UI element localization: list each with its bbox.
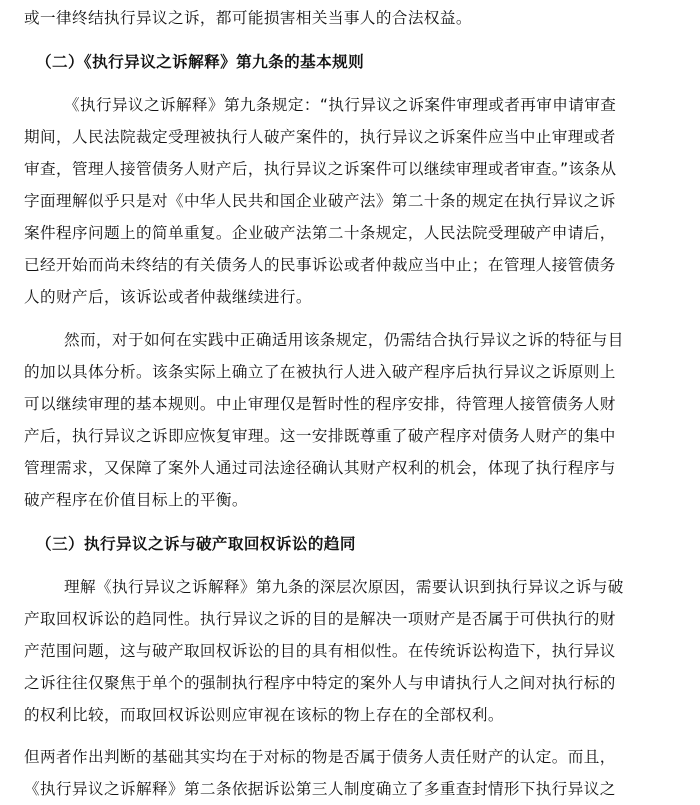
text-line: 的加以具体分析。该条实际上确立了在被执行人进入破产程序后执行异议之诉原则上 <box>24 363 616 381</box>
text-line: 人的财产后，该诉讼或者仲裁继续进行。 <box>24 288 312 306</box>
text-line: 然而，对于如何在实践中正确适用该条规定，仍需结合执行异议之诉的特征与目 <box>64 331 624 349</box>
text-line: 产后，执行异议之诉即应恢复审理。这一安排既尊重了破产程序对债务人财产的集中 <box>24 427 616 445</box>
text-line: 期间，人民法院裁定受理被执行人破产案件的，执行异议之诉案件应当中止审理或者 <box>24 128 616 146</box>
text-line: 破产程序在价值目标上的平衡。 <box>24 491 248 509</box>
text-line: 产范围问题，这与破产取回权诉讼的目的具有相似性。在传统诉讼构造下，执行异议 <box>24 642 616 660</box>
text-line: 案件程序问题上的简单重复。企业破产法第二十条规定，人民法院受理破产申请后， <box>24 224 616 242</box>
text-line: 的权利比较，而取回权诉讼则应审视在该标的物上存在的全部权利。 <box>24 706 504 724</box>
section-heading: （二）《执行异议之诉解释》第九条的基本规则 <box>36 53 365 71</box>
text-line: 审查，管理人接管债务人财产后，执行异议之诉案件可以继续审理或者审查。”该条从 <box>24 160 617 178</box>
text-line: 可以继续审理的基本规则。中止审理仅是暂时性的程序安排，待管理人接管债务人财 <box>24 395 616 413</box>
text-line: 但两者作出判断的基础其实均在于对标的物是否属于债务人责任财产的认定。而且， <box>24 748 616 766</box>
text-line: 《执行异议之诉解释》第二条依据诉讼第三人制度确立了多重查封情形下执行异议之 <box>24 780 616 798</box>
text-line: 《执行异议之诉解释》第九条规定：“执行异议之诉案件审理或者再审申请审查 <box>64 96 617 114</box>
text-line: 产取回权诉讼的趋同性。执行异议之诉的目的是解决一项财产是否属于可供执行的财 <box>24 610 616 628</box>
text-line: 或一律终结执行异议之诉，都可能损害相关当事人的合法权益。 <box>24 9 472 27</box>
text-line: 之诉往往仅聚焦于单个的强制执行程序中特定的案外人与申请执行人之间对执行标的 <box>24 674 616 692</box>
text-line: 理解《执行异议之诉解释》第九条的深层次原因，需要认识到执行异议之诉与破 <box>64 578 624 596</box>
section-heading: （三）执行异议之诉与破产取回权诉讼的趋同 <box>36 535 356 553</box>
text-line: 管理需求，又保障了案外人通过司法途径确认其财产权利的机会，体现了执行程序与 <box>24 459 616 477</box>
text-line: 字面理解似乎只是对《中华人民共和国企业破产法》第二十条的规定在执行异议之诉 <box>24 192 616 210</box>
text-line: 已经开始而尚未终结的有关债务人的民事诉讼或者仲裁应当中止；在管理人接管债务 <box>24 256 616 274</box>
